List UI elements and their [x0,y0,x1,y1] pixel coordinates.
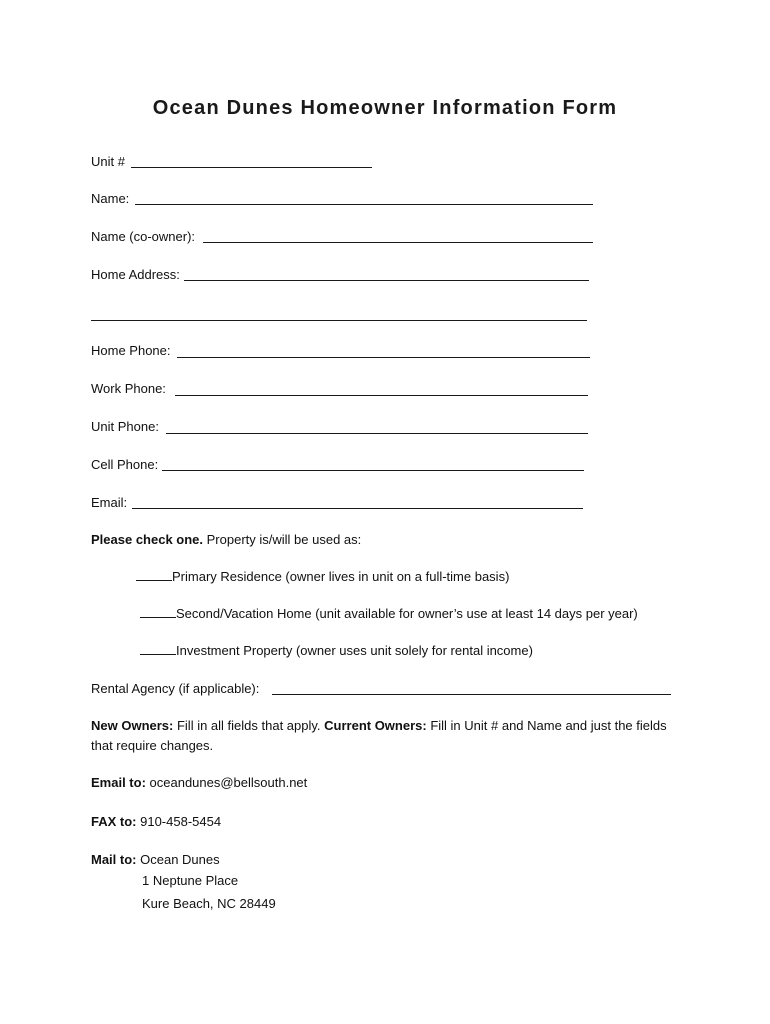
owner-instructions [91,716,691,756]
email-to-label: Email to: [91,775,146,790]
work-phone-label: Work Phone: [91,381,166,396]
co-owner-field[interactable] [203,242,593,243]
rental-agency-label: Rental Agency (if applicable): [91,681,260,696]
name-field[interactable] [135,204,593,205]
option-primary-residence[interactable] [136,568,509,586]
mail-to-label: Mail to: [91,852,137,867]
option-second-home[interactable] [140,605,638,623]
home-address-field-line2[interactable] [91,320,587,321]
unit-field[interactable] [131,167,372,168]
fax-to-label: FAX to: [91,814,137,829]
form-title: Ocean Dunes Homeowner Information Form [152,97,618,119]
fax-to-value: 910-458-5454 [136,814,222,829]
option-label: Investment Property (owner uses unit solely for rental income) [176,643,533,658]
mail-to [91,850,220,870]
work-phone-field[interactable] [175,395,588,396]
name-label: Name: [91,191,130,206]
email-to-value: oceandunes@bellsouth.net [145,775,308,790]
home-address-field[interactable] [184,280,589,281]
home-phone-field[interactable] [177,357,590,358]
check-instruction [91,531,361,549]
home-address-label: Home Address: [91,267,180,282]
cell-phone-label: Cell Phone: [91,457,159,472]
email-field[interactable] [132,508,583,509]
current-owners-text: Fill in Unit # and Name and just the fields that require changes. [91,718,667,753]
unit-label: Unit # [91,154,125,169]
unit-phone-field[interactable] [166,433,588,434]
cell-phone-field[interactable] [162,470,584,471]
option-label: Second/Vacation Home (unit available for owner’s use at least 14 days per year) [176,606,638,621]
option-label: Primary Residence (owner lives in unit on a full-time basis) [172,569,510,584]
rental-agency-field[interactable] [272,694,671,695]
email-label: Email: [91,495,128,510]
mail-address-line: 1 Neptune Place [142,873,239,888]
check-lead-text: Property is/will be used as: [203,532,362,547]
check-lead-bold: Please check one. [91,532,204,547]
current-owners-label: Current Owners: [324,718,427,733]
email-to [91,773,307,793]
mail-address-line: Kure Beach, NC 28449 [142,896,276,911]
option-blank[interactable] [136,568,172,581]
mail-address-line: Ocean Dunes [140,852,220,867]
fax-to [91,812,221,832]
option-blank[interactable] [140,642,176,655]
home-phone-label: Home Phone: [91,343,171,358]
co-owner-label: Name (co-owner): [91,229,196,244]
new-owners-text: Fill in all fields that apply. [173,718,325,733]
new-owners-label: New Owners: [91,718,174,733]
option-blank[interactable] [140,605,176,618]
option-investment-property[interactable] [140,642,533,660]
unit-phone-label: Unit Phone: [91,419,159,434]
